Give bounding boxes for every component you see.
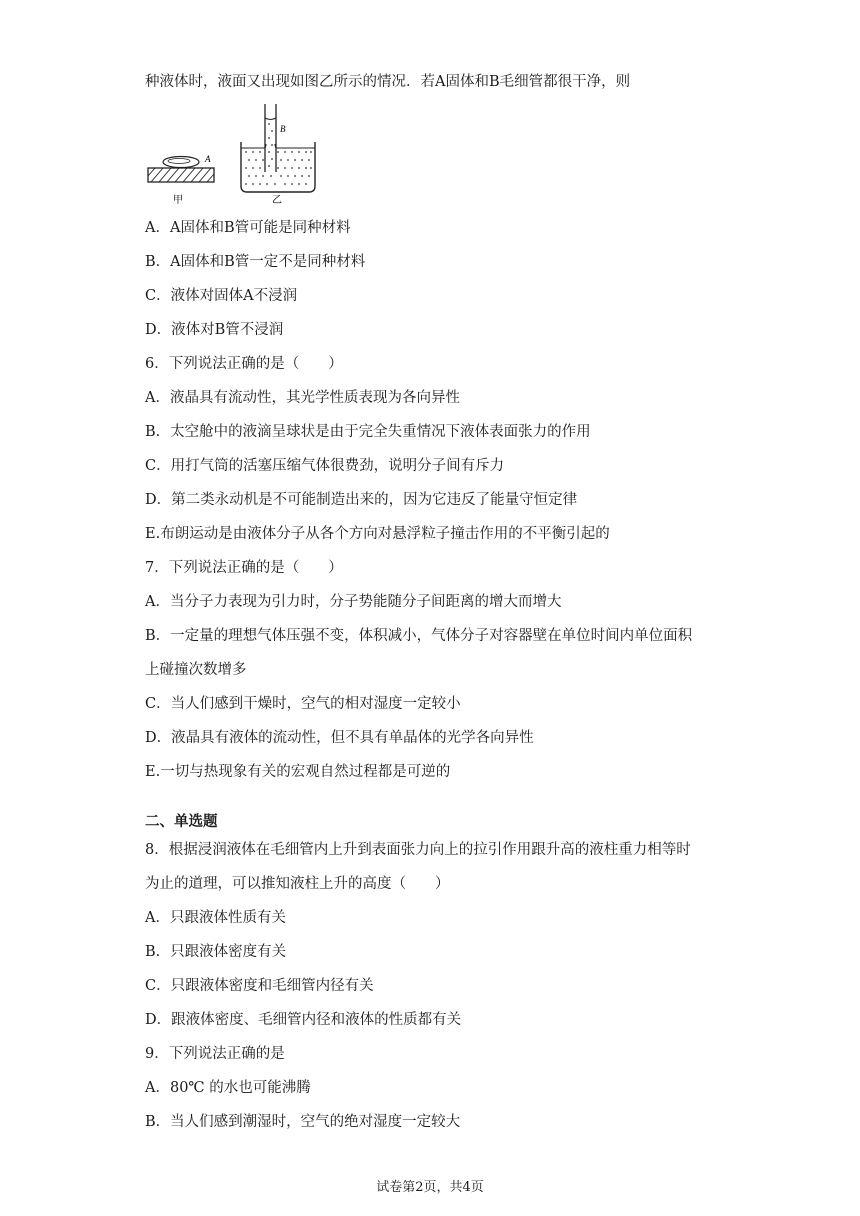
liquid-dots xyxy=(245,123,312,185)
q7-option-d: D．液晶具有液体的流动性，但不具有单晶体的光学各向异性 xyxy=(145,730,534,746)
q8-option-c: C．只跟液体密度和毛细管内径有关 xyxy=(145,978,374,994)
question-intro-text: 种液体时，液面又出现如图乙所示的情况．若A固体和B毛细管都很干净，则 xyxy=(145,74,631,90)
q7-option-a: A．当分子力表现为引力时，分子势能随分子间距离的增大而增大 xyxy=(145,594,562,610)
q8-option-b: B．只跟液体密度有关 xyxy=(145,944,287,960)
page-footer: 试卷第2页，共4页 xyxy=(376,1180,484,1195)
q5-option-c: C．液体对固体A不浸润 xyxy=(145,288,298,304)
capillary-figure xyxy=(145,104,317,206)
label-jia: 甲 xyxy=(173,195,183,206)
q6-option-b: B．太空舱中的液滴呈球状是由于完全失重情况下液体表面张力的作用 xyxy=(145,424,591,440)
q7-option-b-cont: 上碰撞次数增多 xyxy=(145,662,247,678)
q8-stem-line1: 8．根据浸润液体在毛细管内上升到表面张力向上的拉引作用跟升高的液柱重力相等时 xyxy=(145,842,691,858)
q5-option-b: B．A固体和B管一定不是同种材料 xyxy=(145,254,366,270)
q7-option-c: C．当人们感到干燥时，空气的相对湿度一定较小 xyxy=(145,696,461,712)
q8-option-a: A．只跟液体性质有关 xyxy=(145,910,286,926)
label-yi: 乙 xyxy=(272,195,282,206)
q9-option-a: A．80℃ 的水也可能沸腾 xyxy=(145,1080,311,1096)
q8-stem-line2: 为止的道理，可以推知液柱上升的高度（ ） xyxy=(145,876,450,892)
q5-option-d: D．液体对B管不浸润 xyxy=(145,322,284,338)
q8-option-d: D．跟液体密度、毛细管内径和液体的性质都有关 xyxy=(145,1012,462,1028)
q9-stem: 9．下列说法正确的是 xyxy=(145,1046,285,1062)
section-heading: 二、单选题 xyxy=(145,814,218,830)
q6-option-d: D．第二类永动机是不可能制造出来的，因为它违反了能量守恒定律 xyxy=(145,492,578,508)
q6-option-a: A．液晶具有流动性，其光学性质表现为各向异性 xyxy=(145,390,460,406)
q7-option-e: E.一切与热现象有关的宏观自然过程都是可逆的 xyxy=(145,764,451,780)
wetting-diagram xyxy=(145,104,317,206)
q6-option-c: C．用打气筒的活塞压缩气体很费劲，说明分子间有斥力 xyxy=(145,458,505,474)
q6-option-e: E.布朗运动是由液体分子从各个方向对悬浮粒子撞击作用的不平衡引起的 xyxy=(145,526,610,542)
label-a: A xyxy=(205,154,211,164)
q5-option-a: A．A固体和B管可能是同种材料 xyxy=(145,220,351,236)
label-b: B xyxy=(280,124,286,134)
q9-option-b: B．当人们感到潮湿时，空气的绝对湿度一定较大 xyxy=(145,1114,461,1130)
q6-stem: 6．下列说法正确的是（ ） xyxy=(145,356,343,372)
q7-stem: 7．下列说法正确的是（ ） xyxy=(145,560,343,576)
liquid-surface xyxy=(241,144,315,148)
beaker xyxy=(241,142,315,192)
q7-option-b: B．一定量的理想气体压强不变，体积减小，气体分子对容器壁在单位时间内单位面积 xyxy=(145,628,693,644)
